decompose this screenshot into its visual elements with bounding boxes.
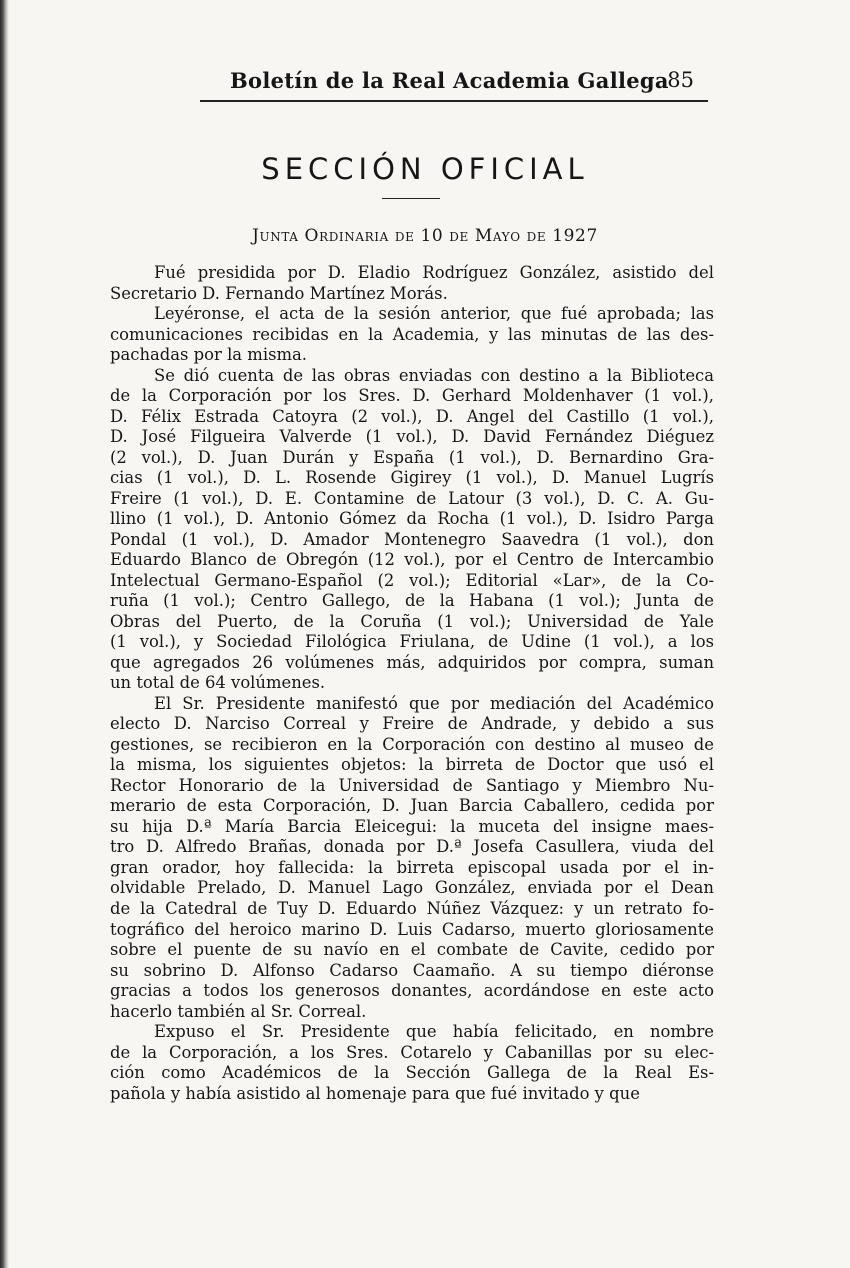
text-line: que agregados 26 volúmenes más, adquiridos por compra, suman [110, 652, 714, 672]
text-line: Fué presidida por D. Eladio Rodríguez González, asistido del [154, 263, 714, 282]
text-line: gran orador, hoy fallecida: la birreta episcopal usada por el in- [110, 857, 714, 877]
running-header [200, 66, 708, 102]
text-line: Freire (1 vol.), D. E. Contamine de Latour (3 vol.), D. C. A. Gu- [110, 488, 714, 508]
page-spine-edge [0, 0, 9, 1268]
text-line: cias (1 vol.), D. L. Rosende Gigirey (1 vol.), D. Manuel Lugrís [110, 468, 714, 488]
text-line: ción como Académicos de la Sección Gallega de la Real Es- [110, 1063, 714, 1083]
text-line: gestiones, se recibieron en la Corporación con destino al museo de [110, 734, 714, 754]
text-line: de la Corporación por los Sres. D. Gerhard Moldenhaver (1 vol.), [110, 386, 714, 406]
text-line: llino (1 vol.), D. Antonio Gómez da Rocha (1 vol.), D. Isidro Parga [110, 509, 714, 529]
paragraph [110, 694, 714, 1022]
text-line: un total de 64 volúmenes. [110, 673, 326, 693]
paragraph [110, 1022, 714, 1104]
text-line: Se dió cuenta de las obras enviadas con destino a la Biblioteca [154, 365, 714, 385]
section-title: SECCIÓN OFICIAL [261, 152, 589, 186]
text-line: Eduardo Blanco de Obregón (12 vol.), por el Centro de Intercambio [110, 550, 714, 570]
text-line: su hija D.ª María Barcia Eleicegui: la muceta del insigne maes- [110, 816, 714, 836]
text-line: olvidable Prelado, D. Manuel Lago González, enviada por el Dean [110, 878, 714, 898]
text-line: hacerlo también al Sr. Correal. [110, 1001, 367, 1021]
title-rule [382, 198, 440, 199]
body-text [110, 263, 714, 1104]
text-line: electo D. Narciso Correal y Freire de Andrade, y debido a sus [110, 714, 714, 734]
session-subtitle: Junta Ordinaria de 10 de Mayo de 1927 [252, 226, 598, 246]
paragraph [110, 263, 714, 304]
text-line: Pondal (1 vol.), D. Amador Montenegro Saavedra (1 vol.), don [110, 529, 714, 549]
text-line: de la Catedral de Tuy D. Eduardo Núñez Vázquez: y un retrato fo- [110, 898, 714, 918]
text-line: (1 vol.), y Sociedad Filológica Friulana, de Udine (1 vol.), a los [110, 632, 714, 652]
text-line: comunicaciones recibidas en la Academia, y las minutas de las des- [110, 324, 714, 344]
text-line: tro D. Alfredo Brañas, donada por D.ª Josefa Casullera, viuda del [110, 837, 714, 857]
text-line: de la Corporación, a los Sres. Cotarelo y Cabanillas por su elec- [110, 1042, 714, 1062]
paragraph [110, 366, 714, 694]
text-line: pañola y había asistido al homenaje para que fué invitado y que [110, 1083, 640, 1103]
text-line: ruña (1 vol.); Centro Gallego, de la Habana (1 vol.); Junta de [110, 591, 714, 611]
text-line: Intelectual Germano-Español (2 vol.); Editorial «Lar», de la Co- [110, 570, 714, 590]
paragraph [110, 304, 714, 366]
text-line: sobre el puente de su navío en el combate de Cavite, cedido por [110, 940, 714, 960]
text-line: El Sr. Presidente manifestó que por mediación del Académico [154, 693, 714, 713]
text-line: merario de esta Corporación, D. Juan Barcia Caballero, cedida por [110, 796, 714, 816]
text-line: Secretario D. Fernando Martínez Morás. [110, 283, 448, 303]
text-line: gracias a todos los generosos donantes, acordándose en este acto [110, 981, 714, 1001]
text-line: su sobrino D. Alfonso Cadarso Caamaño. A su tiempo diéronse [110, 960, 714, 980]
text-line: Expuso el Sr. Presidente que había felicitado, en nombre [154, 1022, 714, 1042]
text-line: tográfico del heroico marino D. Luis Cadarso, muerto gloriosamente [110, 919, 714, 939]
text-line: D. Félix Estrada Catoyra (2 vol.), D. Angel del Castillo (1 vol.), [110, 406, 714, 426]
running-title: Boletín de la Real Academia Gallega [230, 68, 669, 93]
page-number: 85 [667, 68, 694, 92]
text-line: Rector Honorario de la Universidad de Santiago y Miembro Nu- [110, 775, 714, 795]
text-line: pachadas por la misma. [110, 345, 308, 365]
text-line: la misma, los siguientes objetos: la birreta de Doctor que usó el [110, 755, 714, 775]
text-line: Leyéronse, el acta de la sesión anterior, que fué aprobada; las [154, 304, 714, 324]
text-line: D. José Filgueira Valverde (1 vol.), D. David Fernández Diéguez [110, 427, 714, 447]
text-line: Obras del Puerto, de la Coruña (1 vol.); Universidad de Yale [110, 611, 714, 631]
text-line: (2 vol.), D. Juan Durán y España (1 vol.), D. Bernardino Gra- [110, 447, 714, 467]
